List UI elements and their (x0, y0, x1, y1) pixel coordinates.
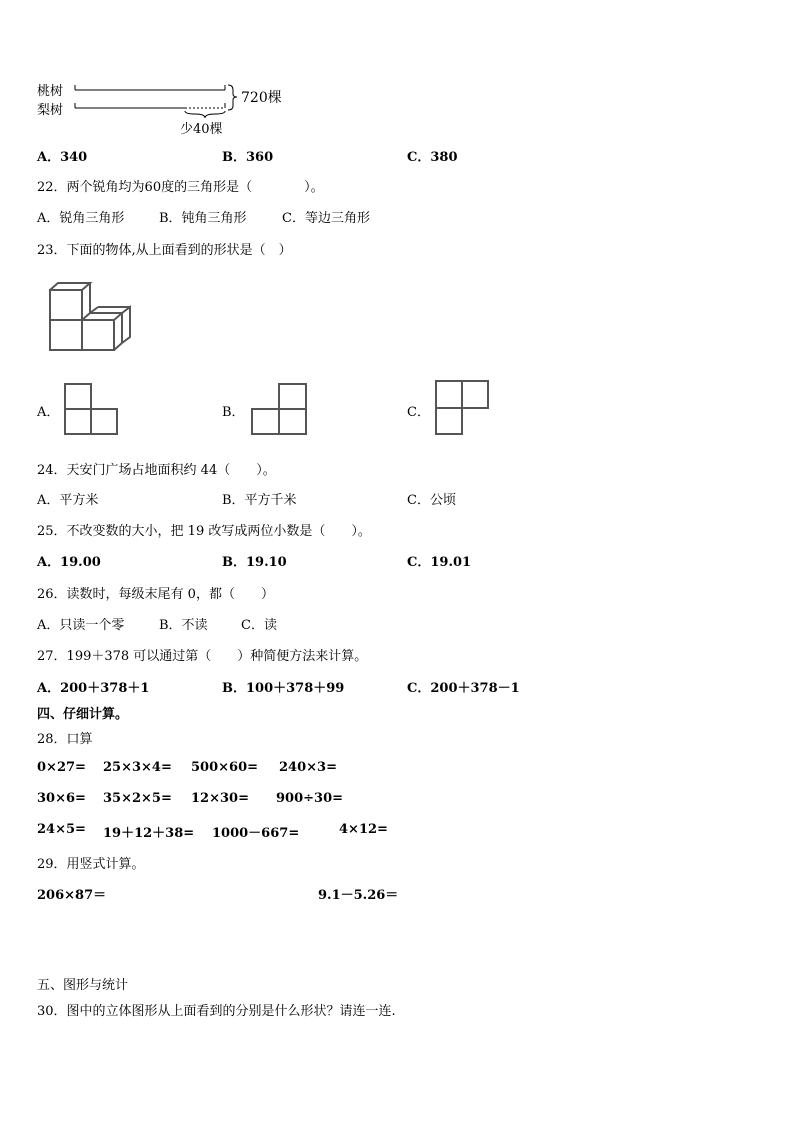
q22-option-c: C．等边三角形 (282, 211, 370, 226)
q29-question: 29．用竖式计算。 (37, 857, 145, 872)
q28-question: 28．口算 (37, 732, 93, 747)
q29-item-2: 9.1－5.26＝ (318, 888, 399, 903)
q23-option-c: C． (407, 405, 430, 420)
option-c-shape (434, 379, 490, 437)
q30-question: 30．图中的立体图形从上面看到的分别是什么形状？请连一连. (37, 1004, 396, 1019)
option-b-shape (250, 383, 308, 437)
q24-option-c: C．公顷 (407, 493, 456, 508)
line-segment-diagram (70, 80, 240, 120)
q23-option-b: B． (222, 405, 245, 420)
option-a-shape (64, 383, 120, 437)
q23-question: 23．下面的物体,从上面看到的形状是（ ） (37, 243, 292, 258)
q28-r2-c4: 900÷30= (276, 791, 344, 806)
q26-question: 26．读数时，每级末尾有 0，都（ ） (37, 587, 274, 602)
q28-r2-c3: 12×30= (191, 791, 249, 806)
q25-option-c: C．19.01 (407, 555, 472, 570)
q22-question: 22．两个锐角均为60度的三角形是（ ）。 (37, 180, 324, 195)
q26-option-a: A．只读一个零 (37, 618, 125, 633)
q25-option-b: B．19.10 (222, 555, 287, 570)
q28-r3-c3: 1000－667= (212, 826, 300, 841)
q28-r1-c4: 240×3= (279, 760, 337, 775)
q26-option-b: B．不读 (159, 618, 208, 633)
q26-option-c: C．读 (241, 618, 277, 633)
q24-option-a: A．平方米 (37, 493, 99, 508)
q21-option-c: C．380 (407, 150, 458, 165)
q28-r3-c4: 4×12= (339, 822, 388, 837)
q24-question: 24．天安门广场占地面积约 44（ ）。 (37, 463, 276, 478)
q22-option-a: A．锐角三角形 (37, 211, 125, 226)
q29-item-1: 206×87＝ (37, 888, 107, 903)
q27-option-c: C．200＋378－1 (407, 681, 520, 696)
cube-figure (44, 280, 139, 352)
section-5-heading: 五、图形与统计 (37, 978, 129, 993)
q25-question: 25．不改变数的大小，把 19 改写成两位小数是（ ）。 (37, 524, 371, 539)
q28-r1-c1: 0×27= (37, 760, 86, 775)
section-4-heading: 四、仔细计算。 (37, 707, 129, 722)
q28-r3-c2: 19＋12＋38= (103, 826, 195, 841)
q25-option-a: A．19.00 (37, 555, 101, 570)
q21-option-a: A．340 (37, 150, 88, 165)
q28-r1-c2: 25×3×4= (103, 760, 172, 775)
q22-option-b: B．钝角三角形 (159, 211, 247, 226)
q27-question: 27．199＋378 可以通过第（ ）种简便方法来计算。 (37, 649, 368, 664)
q24-option-b: B．平方千米 (222, 493, 297, 508)
label-total: 720棵 (241, 90, 282, 106)
label-less: 少40棵 (180, 122, 223, 137)
label-pear: 梨树 (37, 103, 64, 118)
q28-r3-c1: 24×5= (37, 822, 86, 837)
q23-option-a: A． (37, 405, 60, 420)
q27-option-b: B．100＋378＋99 (222, 681, 345, 696)
q28-r2-c2: 35×2×5= (103, 791, 172, 806)
q21-option-b: B．360 (222, 150, 274, 165)
label-peach: 桃树 (37, 84, 64, 99)
q28-r1-c3: 500×60= (191, 760, 259, 775)
q27-option-a: A．200＋378＋1 (37, 681, 150, 696)
q28-r2-c1: 30×6= (37, 791, 86, 806)
